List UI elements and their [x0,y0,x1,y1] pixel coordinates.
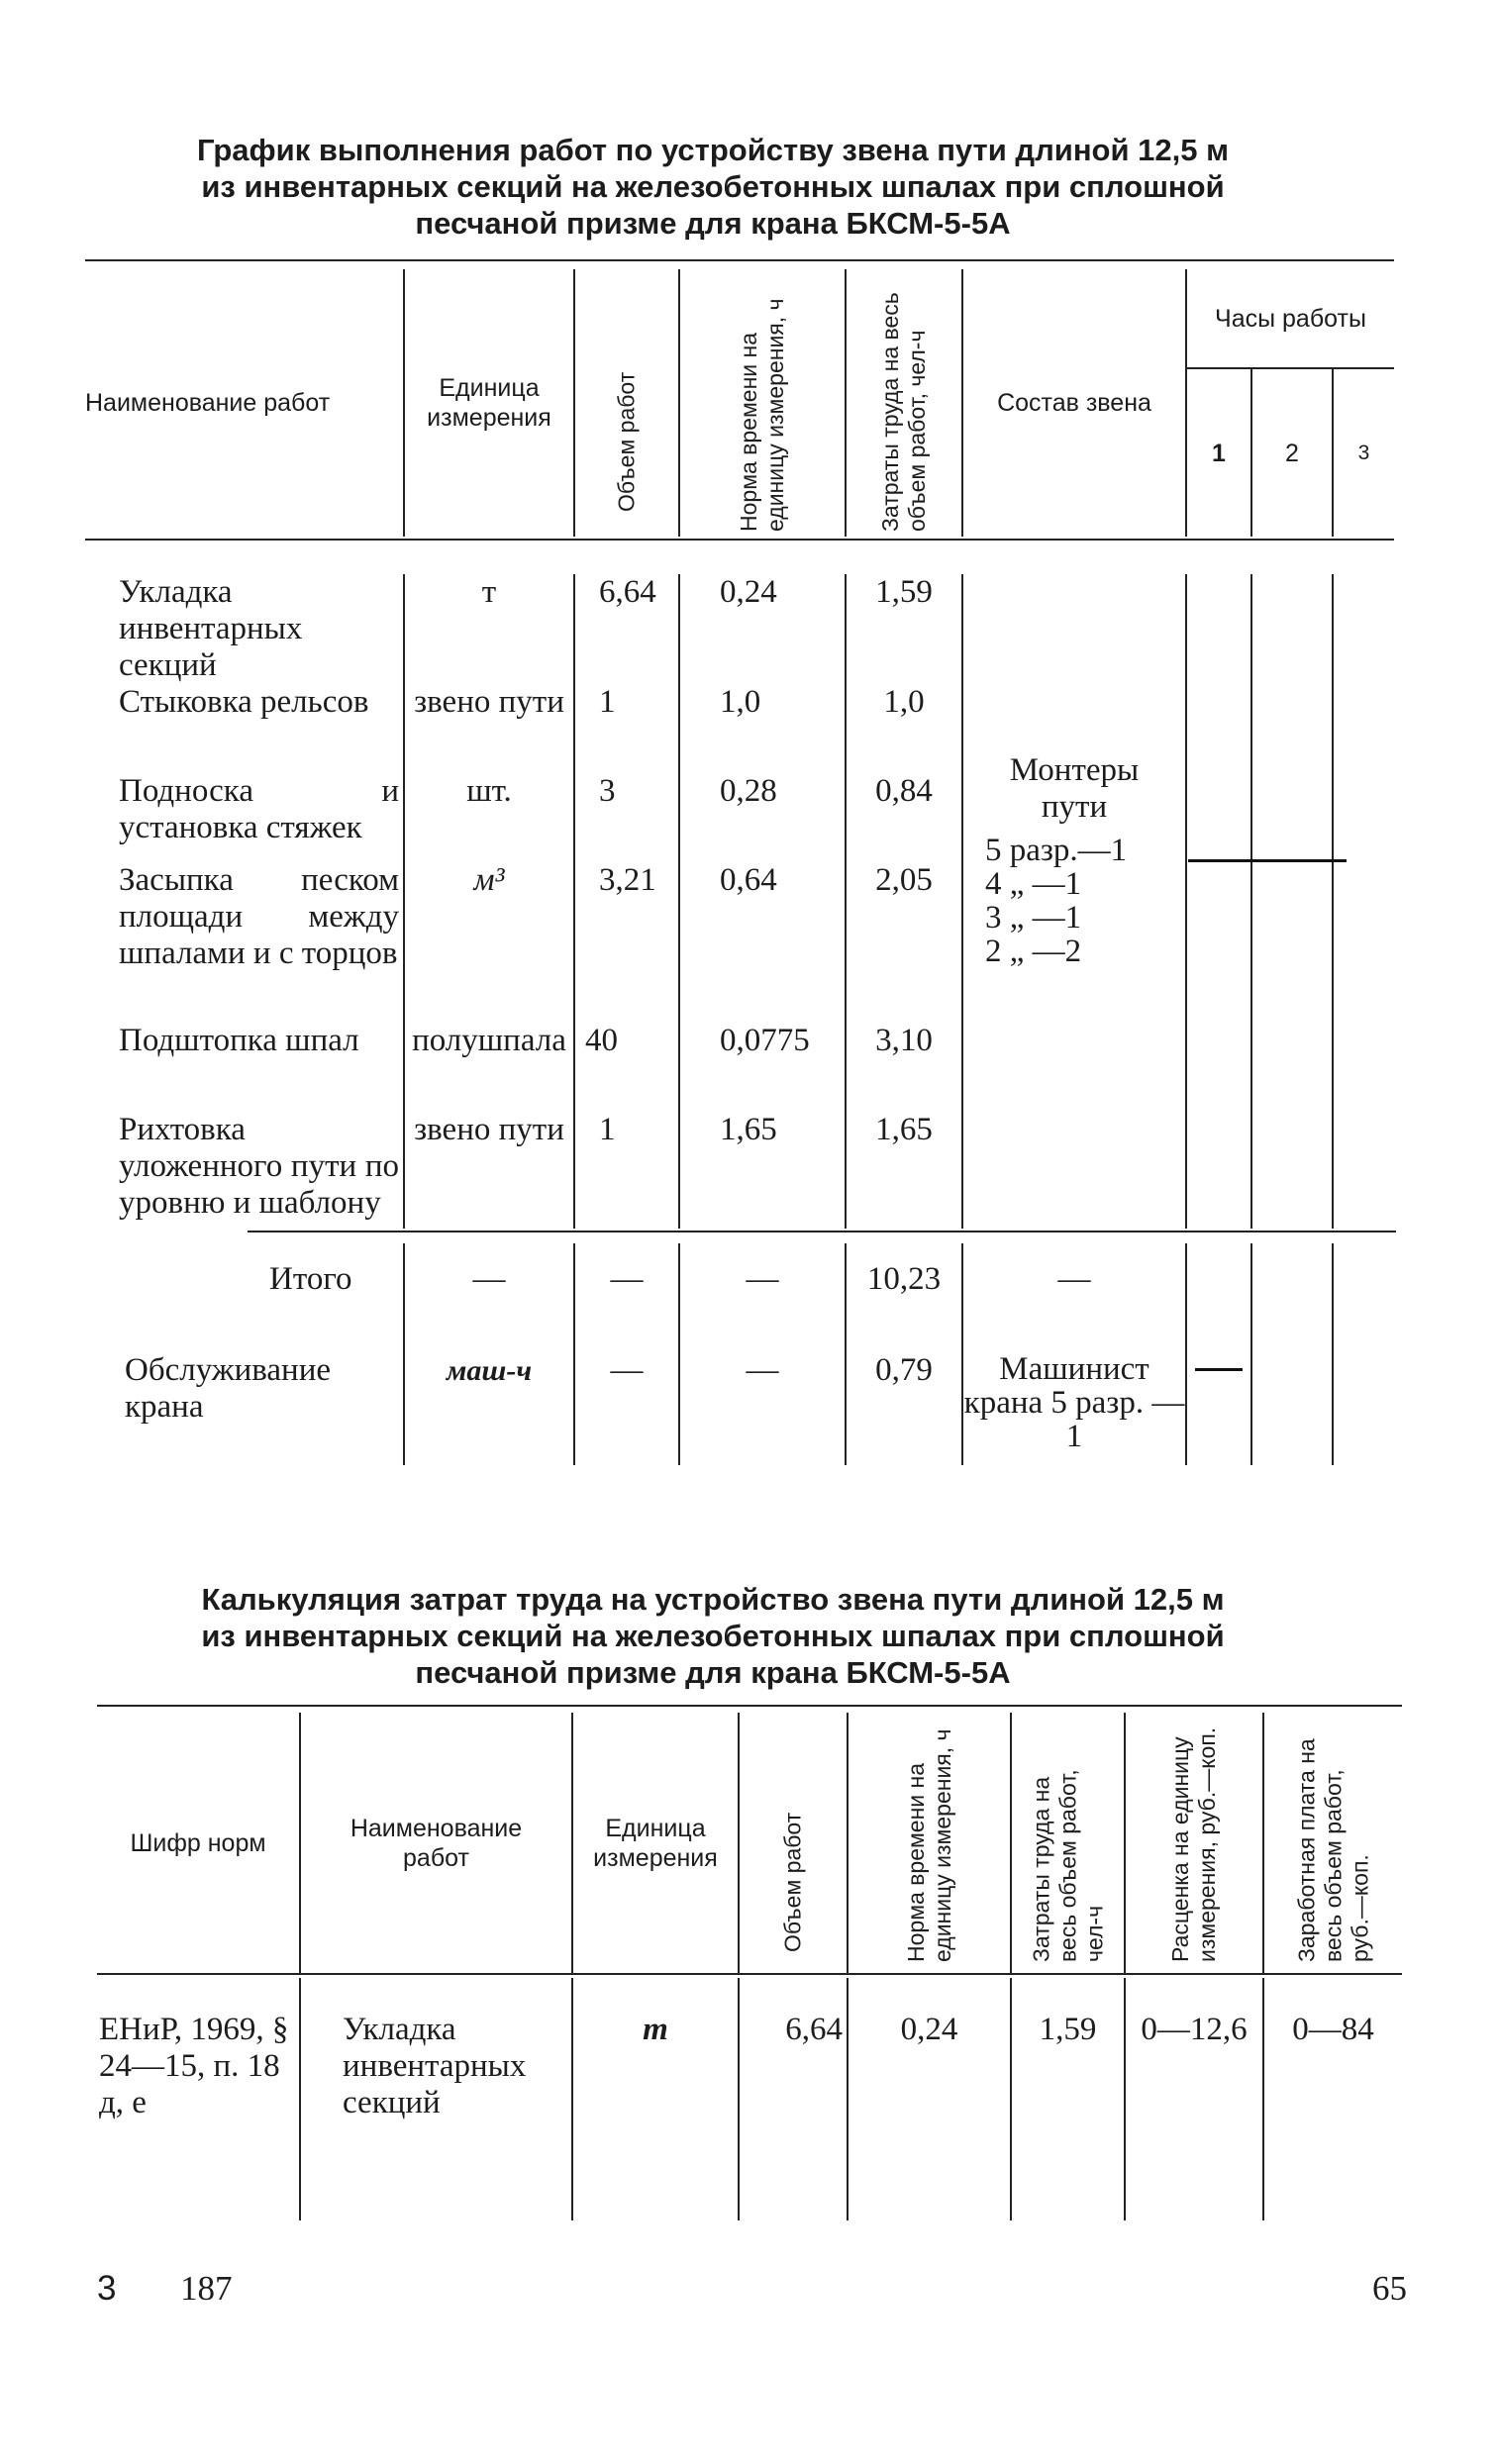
calc-header-norm: Норма времени на единицу измерения, ч [848,1713,1011,1974]
crew-composition [962,574,1186,1229]
calc-header-volume: Объем работ [739,1713,848,1974]
service-labor: 0,79 [846,1340,962,1465]
calc-name: Укладка инвентарных секций [300,1978,572,2220]
schedule-bottom-rule [248,1231,1396,1232]
calc-volume: 6,64 [739,1978,848,2220]
hour-2-cell [1251,574,1333,1229]
schedule-header-norm: Норма времени на единицу измерения, ч [679,269,846,537]
total-crew: — [962,1243,1186,1340]
calc-header-labor: Затраты труда на весь объем работ, чел-ч [1011,1713,1125,1974]
calculation-table [97,1713,1402,2220]
schedule-row [85,574,1394,684]
work-labor: 1,0 [846,684,962,773]
hour-1-cell [1186,574,1251,1229]
calc-code: ЕНиР, 1969, § 24—15, п. 18 д, е [99,2012,289,2120]
calc-header-wage: Заработная плата на весь объем работ, руб.—коп. [1263,1713,1402,1974]
calculation-top-rule [97,1705,1402,1707]
schedule-body [85,574,1394,1229]
calc-header-code: Шифр норм [130,1828,266,1857]
service-unit: маш-ч [404,1340,574,1465]
crew-line: 3 „ —1 [985,900,1082,936]
service-label: Обслуживание крана [125,1352,332,1425]
schedule-header-volume: Объем работ [574,269,679,537]
schedule-header-hours: Часы работы [1186,269,1394,368]
work-name: Рихтовка уложенного пути по уровню и шаблону [119,1112,399,1221]
total-unit: — [404,1243,574,1340]
work-norm: 1,65 [679,1112,846,1229]
calc-wage: 0—84 [1263,1978,1402,2220]
service-norm: — [679,1340,846,1465]
schedule-title: График выполнения работ по устройству звена пути длиной 12,5 м из инвентарных секций на железобетонных шпалах при сплошной песчаной призме для крана БКСМ-5-5А [196,133,1230,241]
schedule-header-name: Наименование работ [85,389,331,417]
schedule-header-unit: Единица измерения [404,269,574,537]
schedule-header-hour-2: 2 [1251,368,1333,537]
schedule-header-hour-3: 3 [1333,368,1394,537]
gantt-bar [1188,859,1347,862]
work-unit: звено пути [404,684,574,773]
work-volume: 3,21 [574,862,679,1023]
gantt-bar-service [1195,1368,1243,1371]
work-norm: 1,0 [679,684,846,773]
total-label: Итого [269,1261,352,1297]
work-labor: 0,84 [846,773,962,862]
calculation-title: Калькуляция затрат труда на устройство звена пути длиной 12,5 м из инвентарных секций на железобетонных шпалах при сплошной песчаной призме для крана БКСМ-5-5А [201,1582,1225,1690]
work-volume: 1 [574,1112,679,1229]
calc-header-unit: Единица измерения [572,1713,739,1974]
footer-code: 187 [180,2269,233,2308]
work-name: Засыпка песком площади между шпалами и с торцов [119,862,399,971]
crew-title: Монтеры пути [1009,752,1140,825]
schedule-header-rule [85,539,1394,541]
service-volume: — [574,1340,679,1465]
work-unit: м³ [404,862,574,1023]
total-norm: — [679,1243,846,1340]
work-labor: 2,05 [846,862,962,1023]
work-name: Укладка инвентарных секций [119,574,303,683]
work-unit: полушпала [404,1023,574,1112]
crew-line: 5 разр.—1 [985,833,1128,868]
work-labor: 3,10 [846,1023,962,1112]
crew-line: 2 „ —2 [985,934,1082,969]
work-name: Подштопка шпал [119,1023,359,1058]
work-unit: звено пути [404,1112,574,1229]
work-labor: 1,59 [846,574,962,684]
work-volume: 40 [574,1023,679,1112]
work-volume: 6,64 [574,574,679,684]
work-norm: 0,64 [679,862,846,1023]
schedule-top-rule [85,259,1394,261]
work-volume: 1 [574,684,679,773]
calc-labor: 1,59 [1011,1978,1125,2220]
calc-norm: 0,24 [848,1978,1011,2220]
footer-signature-number: 3 [97,2269,117,2308]
schedule-header [85,269,1394,537]
work-name: Стыковка рельсов [119,684,369,720]
schedule-header-labor: Затраты труда на весь объем работ, чел-ч [846,269,962,537]
schedule-header-crew: Состав звена [962,269,1186,537]
work-labor: 1,65 [846,1112,962,1229]
calc-header-rate: Расценка на единицу измерения, руб.—коп. [1125,1713,1263,1974]
hour-3-cell [1333,574,1394,1229]
work-name: Подноска и установка стяжек [119,773,399,845]
page-number: 65 [1372,2269,1407,2308]
work-norm: 0,0775 [679,1023,846,1112]
schedule-totals [85,1243,1394,1465]
calc-header-name: Наименование работ [300,1713,572,1974]
calc-unit: т [572,1978,739,2220]
work-norm: 0,24 [679,574,846,684]
total-labor: 10,23 [846,1243,962,1340]
schedule-header-hour-1: 1 [1186,368,1251,537]
crew-line: 4 „ —1 [985,866,1082,902]
calc-rate: 0—12,6 [1125,1978,1263,2220]
work-unit: т [404,574,574,684]
work-volume: 3 [574,773,679,862]
service-crew: Машинист крана 5 разр. —1 [962,1340,1186,1465]
total-volume: — [574,1243,679,1340]
calculation-row [97,1978,1402,2220]
work-unit: шт. [404,773,574,862]
work-norm: 0,28 [679,773,846,862]
